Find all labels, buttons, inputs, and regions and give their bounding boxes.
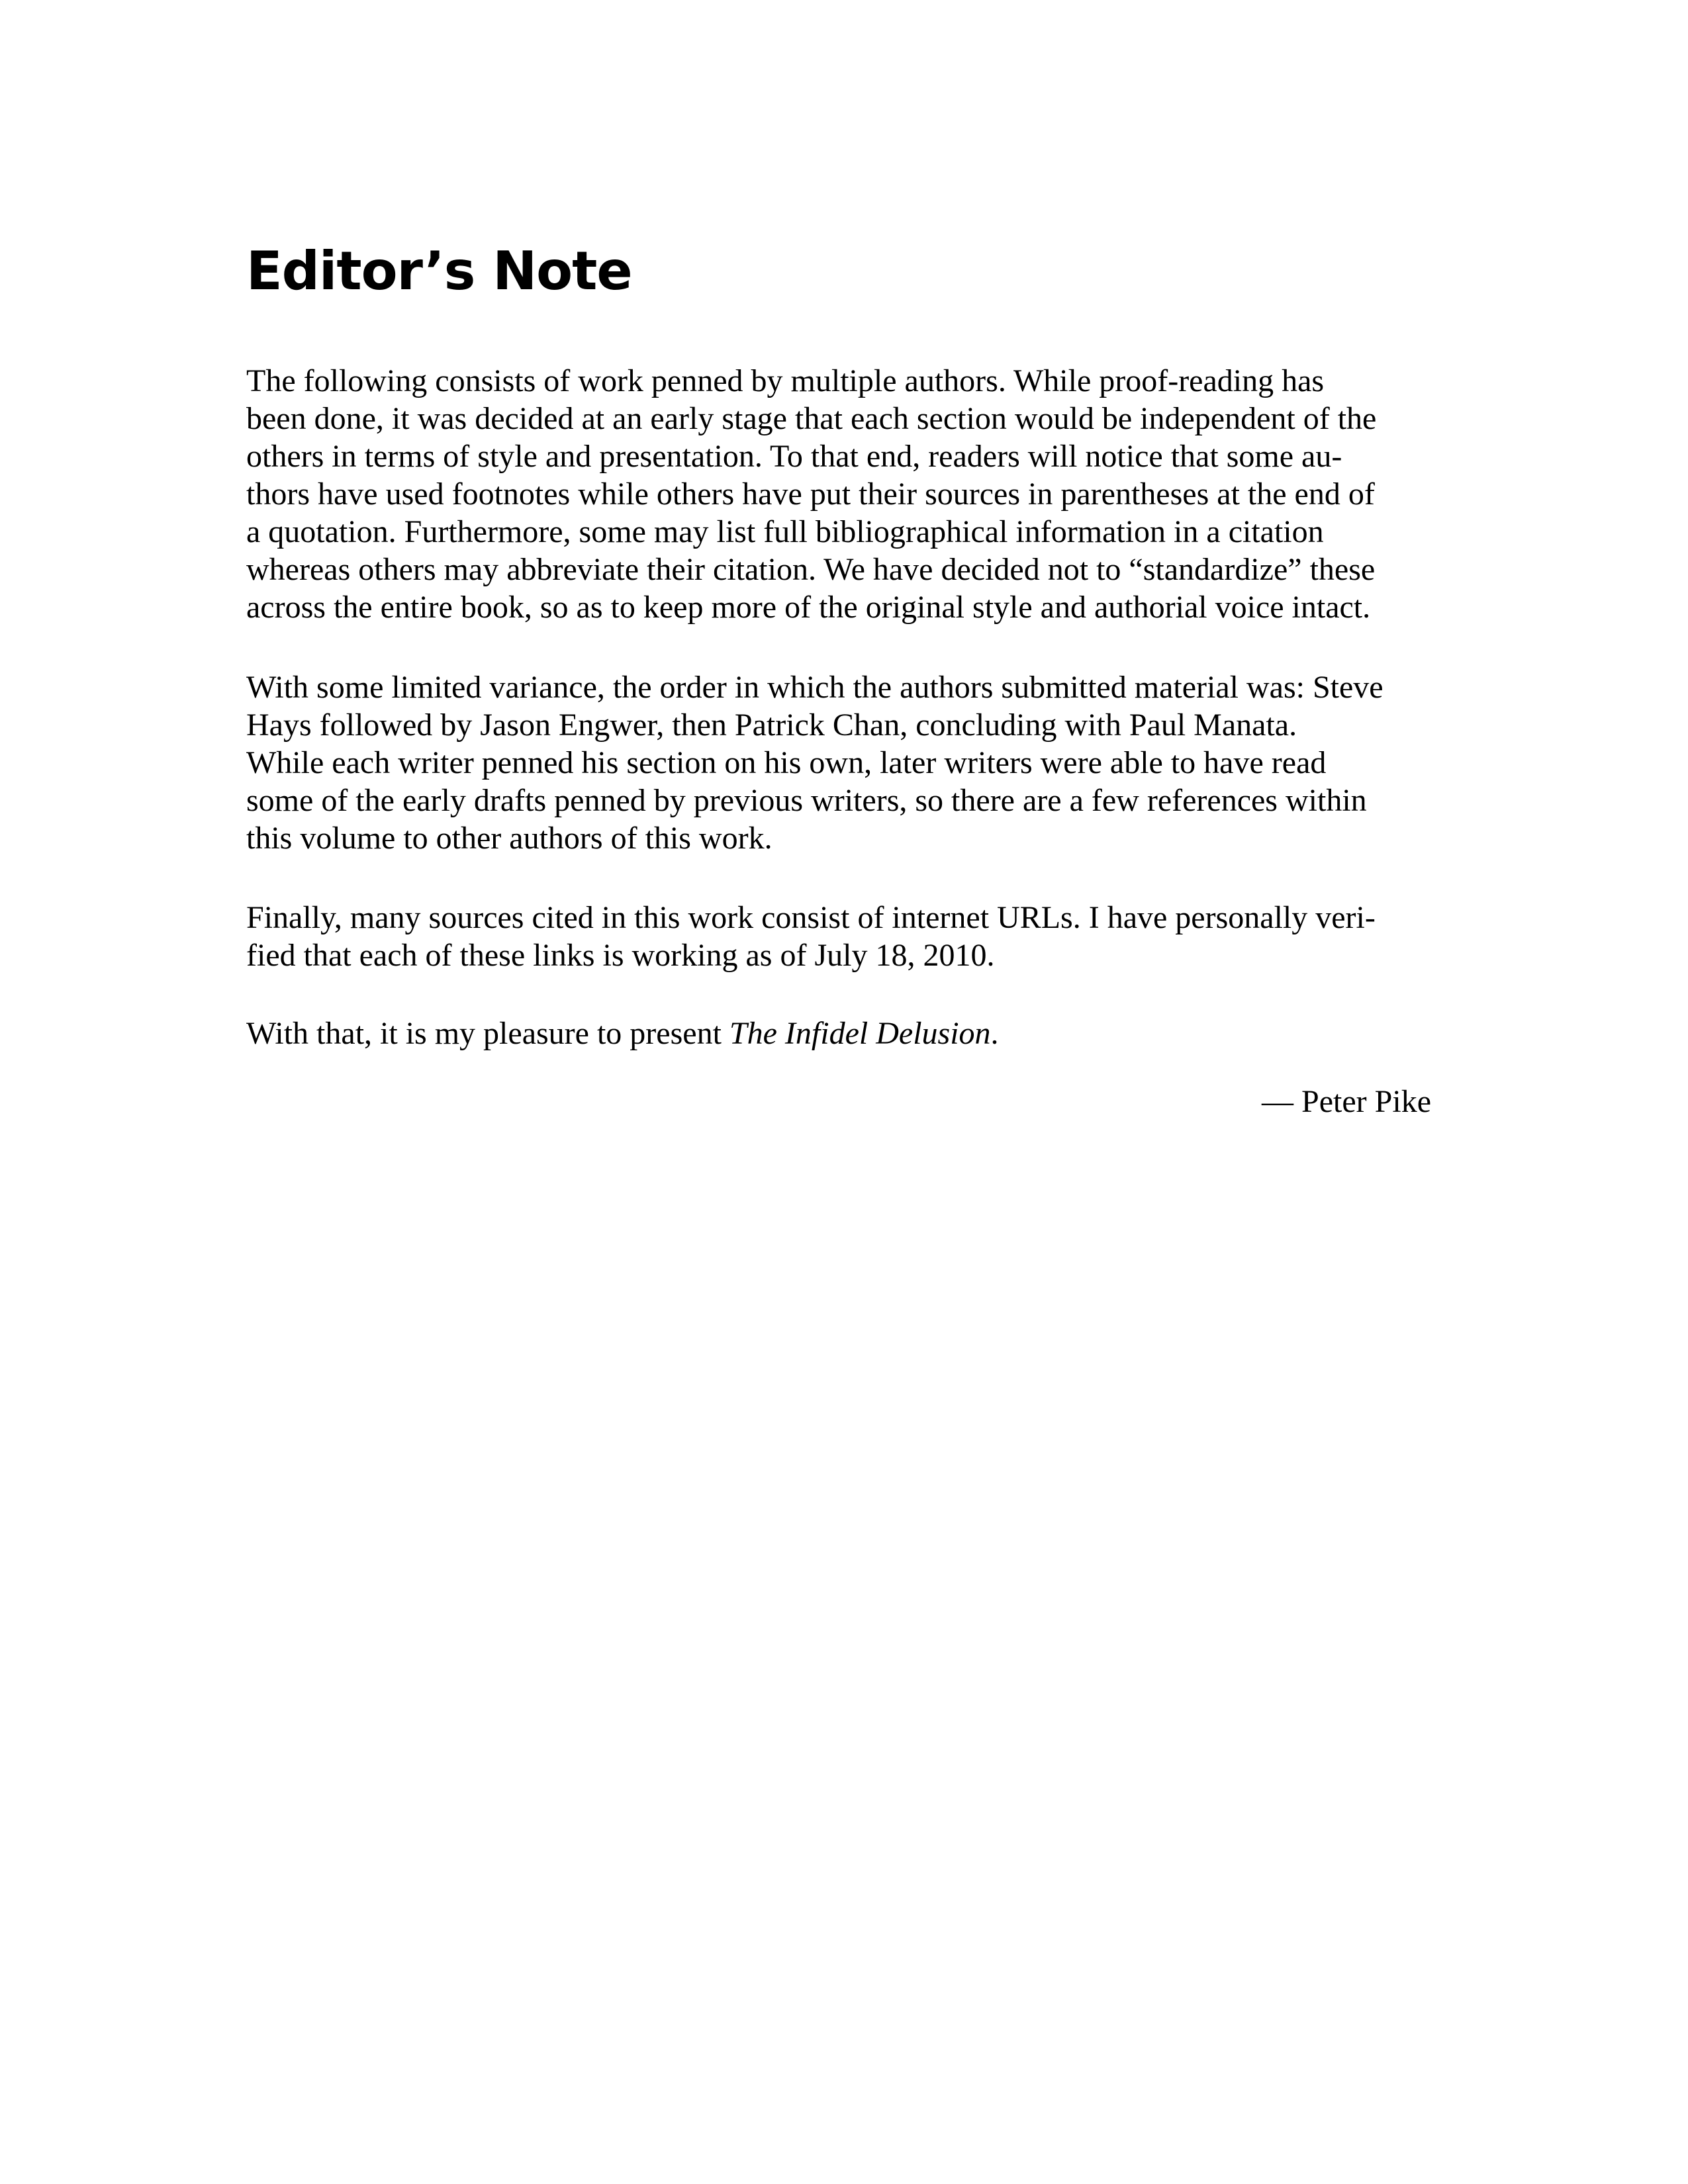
paragraph-order xyxy=(246,668,1431,857)
paragraph-line: thors have used footnotes while others have put their sources in parentheses at the end of xyxy=(246,477,1375,512)
book-title: The Infidel Delusion xyxy=(729,1016,991,1051)
paragraph-line: The following consists of work penned by multiple authors. While proof-reading has xyxy=(246,363,1325,398)
page-title: Editor’s Note xyxy=(246,240,632,302)
paragraph-line xyxy=(246,1015,1431,1052)
signature: — Peter Pike xyxy=(1262,1084,1431,1119)
paragraph-line: Hays followed by Jason Engwer, then Patrick Chan, concluding with Paul Manata. xyxy=(246,707,1297,743)
paragraph-sources xyxy=(246,899,1431,974)
paragraph-line: some of the early drafts penned by previous writers, so there are a few references within xyxy=(246,783,1367,818)
paragraph-presentation xyxy=(246,1015,1431,1052)
paragraph-line: Finally, many sources cited in this work consist of internet URLs. I have personally veri- xyxy=(246,900,1376,935)
paragraph-line: others in terms of style and presentation. To that end, readers will notice that some au- xyxy=(246,439,1342,474)
paragraph-line: this volume to other authors of this work. xyxy=(246,821,773,856)
paragraph-line: been done, it was decided at an early stage that each section would be independent of the xyxy=(246,401,1377,436)
presentation-trail: . xyxy=(990,1016,999,1051)
paragraph-line: While each writer penned his section on his own, later writers were able to have read xyxy=(246,745,1327,780)
presentation-lead: With that, it is my pleasure to present xyxy=(246,1016,729,1051)
paragraph-line: With some limited variance, the order in which the authors submitted material was: Steve xyxy=(246,670,1383,705)
paragraph-line: across the entire book, so as to keep more of the original style and authorial voice intact. xyxy=(246,590,1371,625)
paragraph-authorship xyxy=(246,362,1431,626)
paragraph-line: a quotation. Furthermore, some may list full bibliographical information in a citation xyxy=(246,514,1324,549)
paragraph-line: whereas others may abbreviate their citation. We have decided not to “standardize” these xyxy=(246,552,1376,587)
paragraph-line: fied that each of these links is working as of July 18, 2010. xyxy=(246,938,995,973)
